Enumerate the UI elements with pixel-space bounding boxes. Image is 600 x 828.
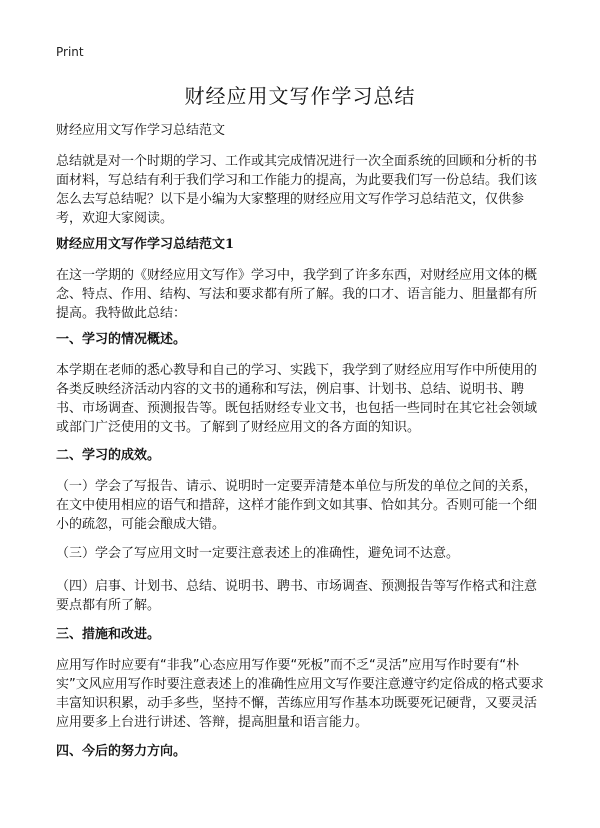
section-heading-1: 一、学习的情况概述。 [56,332,187,347]
paragraph-2: 本学期在老师的悉心教导和自己的学习、实践下，我学到了财经应用写作中所使用的各类反映经济活动内容的文书的通称和写法，例启事、计划书、总结、说明书、聘书、市场调查、预测报告等。既包括财经专业文书，也包括一些同时在其它社会领域或部门广泛使用的文书。了解到了财经应用文的各方面的知识。 [56,363,538,435]
section-heading-2: 二、学习的成效。 [56,448,161,463]
paragraph-5: （四）启事、计划书、总结、说明书、聘书、市场调查、预测报告等写作格式和注意要点都有所了解。 [56,579,538,613]
paragraph-1: 在这一学期的《财经应用文写作》学习中，我学到了许多东西，对财经应用文体的概念、特点、作用、结构、写法和要求都有所了解。我的口才、语言能力、胆量都有所提高。我特做此总结： [56,268,538,321]
section-heading-3: 三、措施和改进。 [56,627,161,642]
paragraph-6: 应用写作时应要有“非我”心态应用写作要“死板”而不乏“灵活”应用写作时要有“朴实”文风应用写作时要注意表述上的准确性应用文写作要注意遵守约定俗成的格式要求丰富知识积累，动手多些，坚持不懈，苦练应用写作基本功既要死记硬背，又要灵活应用要多上台进行讲述、答辩，提高胆量和语言能力。 [56,658,544,730]
intro-paragraph: 总结就是对一个时期的学习、工作或其完成情况进行一次全面系统的回顾和分析的书面材料，写总结有利于我们学习和工作能力的提高，为此要我们写一份总结。我们该怎么去写总结呢？以下是小编为大家整理的财经应用文写作学习总结范文，仅供参考，欢迎大家阅读。 [56,154,538,226]
page-title: 财经应用文写作学习总结 [184,84,416,108]
paragraph-4: （三）学会了写应用文时一定要注意表述上的准确性，避免词不达意。 [56,546,460,561]
paragraph-3: （一）学会了写报告、请示、说明时一定要弄清楚本单位与所发的单位之间的关系，在文中使用相应的语气和措辞，这样才能作到文如其事、恰如其分。否则可能一个细小的疏忽，可能会酿成大错。 [56,479,538,532]
doc-subtitle: 财经应用文写作学习总结范文 [56,123,226,138]
print-link[interactable]: Print [56,45,84,59]
section-heading-4: 四、今后的努力方向。 [56,744,187,759]
essay-title: 财经应用文写作学习总结范文1 [56,237,235,252]
